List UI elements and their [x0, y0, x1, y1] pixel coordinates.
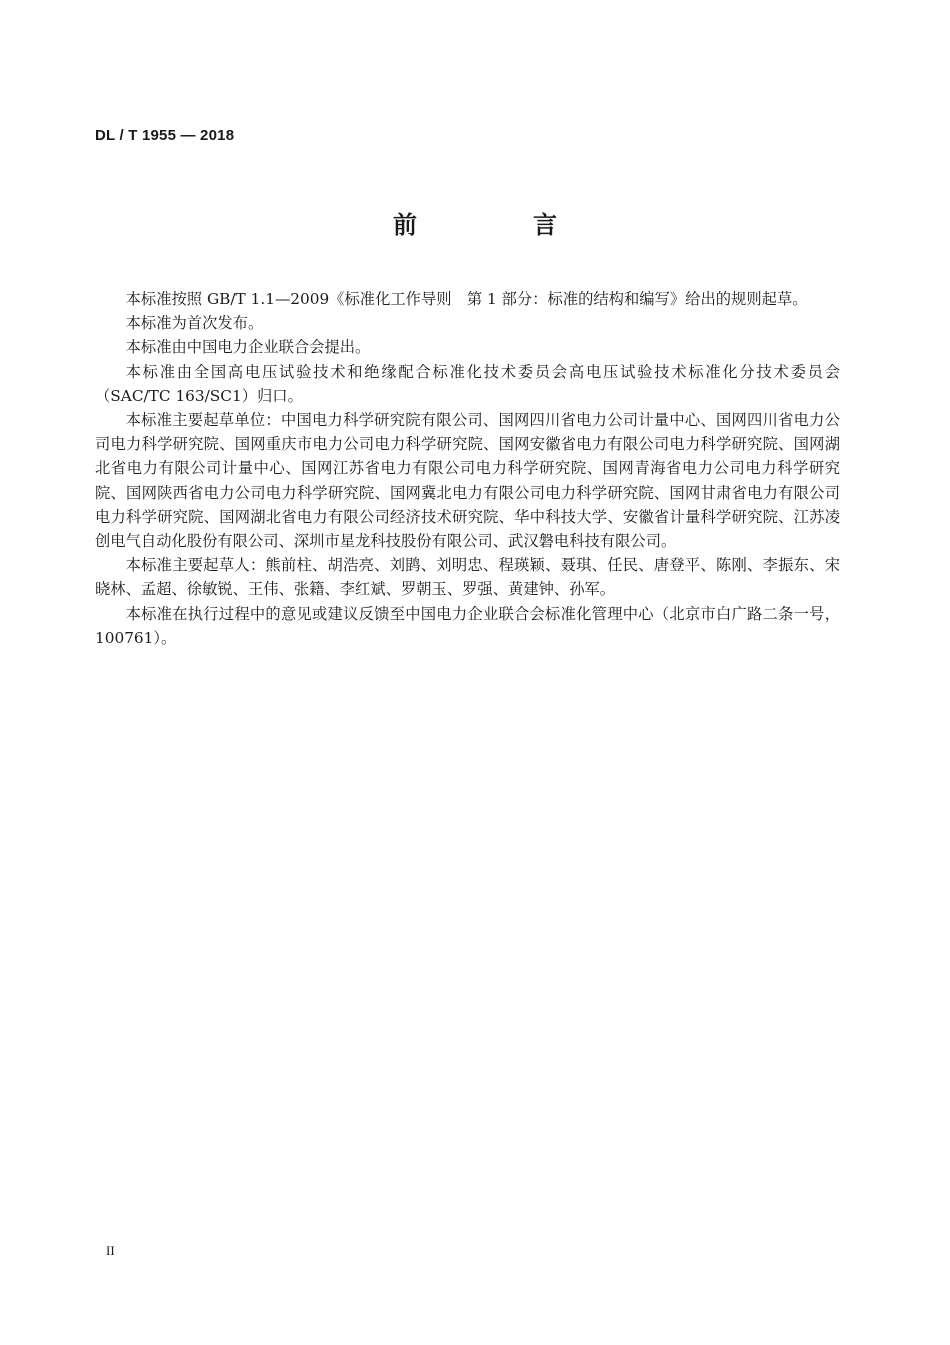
paragraph-proposed-by: 本标准由中国电力企业联合会提出。 — [125, 338, 371, 357]
page-number: II — [106, 1243, 115, 1258]
paragraph-first-release: 本标准为首次发布。 — [125, 314, 264, 333]
paragraph-drafters: 本标准主要起草人：熊前柱、胡浩亮、刘鹍、刘明忠、程瑛颖、聂琪、任民、唐登平、陈刚、李振东、宋晓林、孟超、徐敏锐、王伟、张籍、李红斌、罗朝玉、罗强、黄建钟、孙军。 — [95, 556, 840, 599]
paragraph-drafting-rules: 本标准按照 GB/T 1.1—2009《标准化工作导则 第 1 部分：标准的结构和编写》给出的规则起草。 — [125, 290, 808, 308]
standard-code: DL / T 1955 — 2018 — [95, 127, 235, 144]
foreword-body — [95, 287, 840, 650]
paragraph-under-jurisdiction: 本标准由全国高电压试验技术和绝缘配合标准化技术委员会高电压试验技术标准化分技术委员会（SAC/TC 163/SC1）归口。 — [95, 362, 840, 405]
page-title: 前 言 — [393, 211, 603, 239]
paragraph-drafting-units: 本标准主要起草单位：中国电力科学研究院有限公司、国网四川省电力公司计量中心、国网四川省电力公司电力科学研究院、国网重庆市电力公司电力科学研究院、国网安徽省电力有限公司电力科学研究院、国网湖北省电力有限公司计量中心、国网江苏省电力有限公司电力科学研究院、国网青海省电力公司电力科学研究院、国网陕西省电力公司电力科学研究院、国网冀北电力有限公司电力科学研究院、国网甘肃省电力有限公司电力科学研究院、国网湖北省电力有限公司经济技术研究院、华中科技大学、安徽省计量科学研究院、江苏凌创电气自动化股份有限公司、深圳市星龙科技股份有限公司、武汉磐电科技有限公司。 — [95, 411, 840, 551]
paragraph-feedback: 本标准在执行过程中的意见或建议反馈至中国电力企业联合会标准化管理中心（北京市白广路二条一号，100761）。 — [95, 604, 840, 647]
